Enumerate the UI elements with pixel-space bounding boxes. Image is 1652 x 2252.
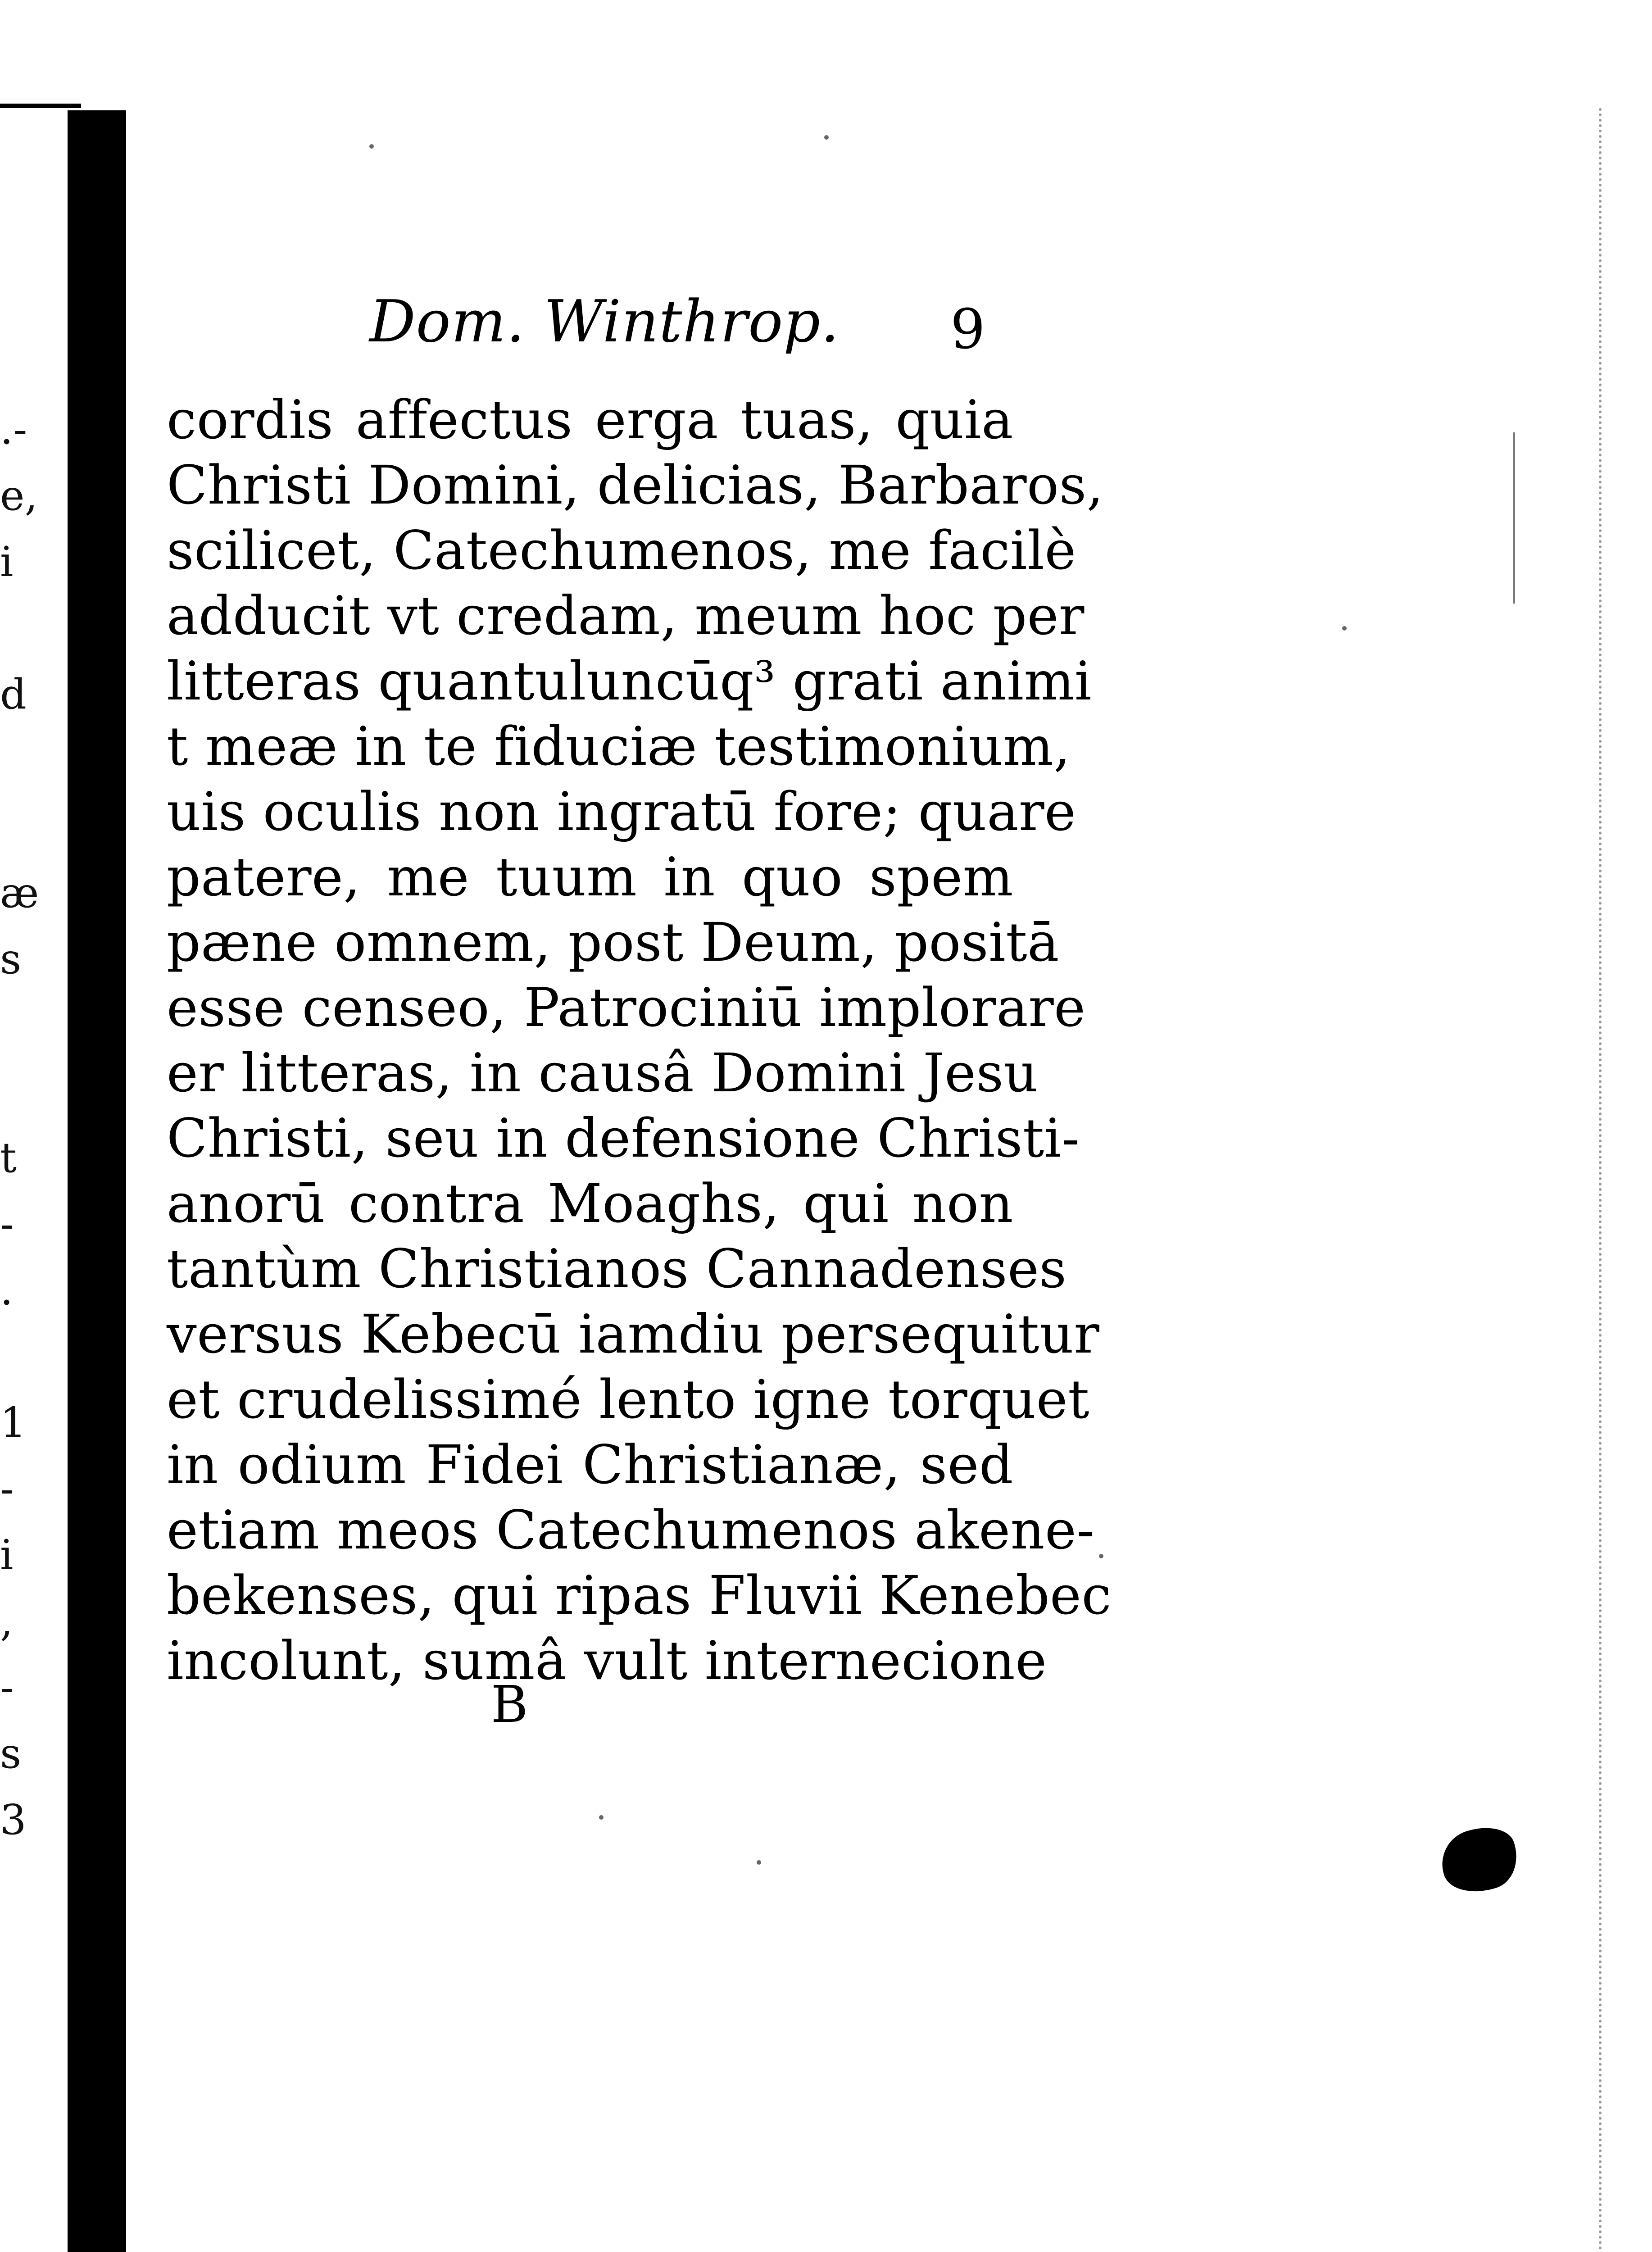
bleed-fragment bbox=[0, 1058, 34, 1125]
text-line: Christi, seu in defensione Christi- bbox=[167, 1107, 1080, 1169]
text-line: incolunt, sumâ vult internecione bbox=[167, 1630, 1047, 1692]
bleed-fragment bbox=[0, 727, 34, 794]
running-header: Dom. Winthrop. bbox=[369, 288, 840, 355]
bleed-fragment: 1 bbox=[0, 1398, 27, 1447]
bleed-fragment: t bbox=[0, 1134, 17, 1182]
page-number: 9 bbox=[950, 297, 985, 361]
bleed-fragment: s bbox=[0, 1730, 22, 1778]
text-line: cordis affectus erga tuas, quia bbox=[167, 389, 1013, 451]
text-line: uis oculis non ingratū fore; quare bbox=[167, 781, 1076, 843]
bleed-fragment: s bbox=[0, 935, 22, 983]
text-line: er litteras, in causâ Domini Jesu bbox=[167, 1042, 1039, 1104]
bleed-fragment bbox=[0, 595, 34, 661]
text-line: patere, me tuum in quo spem bbox=[167, 846, 1013, 908]
body-text bbox=[167, 387, 1112, 1694]
bleed-fragment: d bbox=[0, 670, 27, 718]
paper-speck bbox=[757, 1860, 761, 1865]
bleed-fragment bbox=[0, 794, 34, 860]
page-edge-mark bbox=[1513, 432, 1515, 604]
text-line: adducit vt credam, meum hoc per bbox=[167, 585, 1085, 647]
bleed-fragment: i bbox=[0, 538, 14, 586]
signature-mark: B bbox=[491, 1675, 528, 1734]
bleed-fragment: e, bbox=[0, 472, 38, 520]
text-line: in odium Fidei Christianæ, sed bbox=[167, 1434, 1013, 1496]
bleed-fragment: i bbox=[0, 1531, 14, 1579]
bleed-fragment bbox=[0, 992, 34, 1058]
bleed-fragment bbox=[0, 1323, 34, 1389]
bleed-fragment: - bbox=[0, 1200, 14, 1248]
book-spine bbox=[68, 110, 126, 2252]
text-line: Christi Domini, delicias, Barbaros, bbox=[167, 454, 1104, 516]
bleed-fragment: , bbox=[0, 1597, 14, 1645]
bleed-fragment: 3 bbox=[0, 1796, 27, 1844]
page-edge-right bbox=[1500, 108, 1602, 2252]
paper-speck bbox=[824, 135, 829, 140]
facing-page-bleed bbox=[0, 396, 39, 2018]
text-line: esse censeo, Patrociniū implorare bbox=[167, 976, 1086, 1039]
text-line: etiam meos Catechumenos akene- bbox=[167, 1499, 1095, 1561]
spine-top-rule bbox=[0, 104, 81, 108]
bleed-fragment: - bbox=[0, 1663, 14, 1712]
text-line: anorū contra Moaghs, qui non bbox=[167, 1172, 1013, 1235]
paper-speck bbox=[1342, 626, 1347, 631]
bleed-fragment: . bbox=[0, 1266, 14, 1314]
text-line: bekenses, qui ripas Fluvii Kenebec bbox=[167, 1564, 1112, 1626]
bleed-fragment: - bbox=[0, 1465, 14, 1513]
bleed-fragment: æ bbox=[0, 869, 39, 917]
text-line: et crudelissimé lento igne torquet bbox=[167, 1368, 1089, 1430]
text-line: t meæ in te fiduciæ testimonium, bbox=[167, 715, 1071, 777]
text-line: pæne omnem, post Deum, positā bbox=[167, 911, 1060, 973]
paper-speck bbox=[599, 1815, 604, 1820]
paper-speck bbox=[369, 144, 374, 149]
text-line: versus Kebecū iamdiu persequitur bbox=[167, 1303, 1100, 1365]
bleed-fragment: .- bbox=[0, 405, 27, 454]
text-line: litteras quantuluncūq³ grati animi bbox=[167, 650, 1092, 712]
text-line: tantùm Christianos Cannadenses bbox=[167, 1238, 1067, 1300]
paper-speck bbox=[1099, 1554, 1103, 1558]
text-line: scilicet, Catechumenos, me facilè bbox=[167, 519, 1076, 581]
